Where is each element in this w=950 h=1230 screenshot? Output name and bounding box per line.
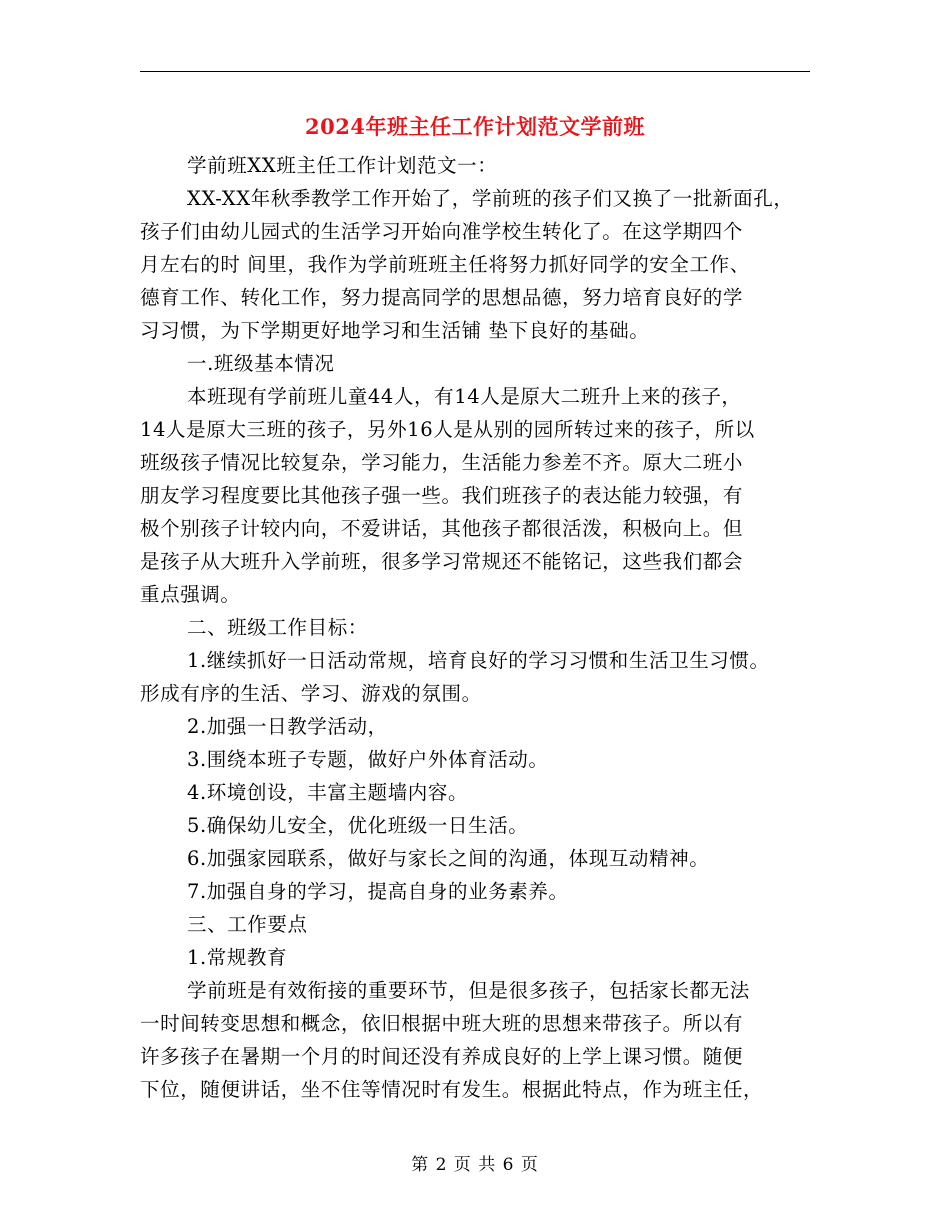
body-line: 朋友学习程度要比其他孩子强一些。我们班孩子的表达能力较强，有 [140,484,744,507]
list-item: 5.确保幼儿安全，优化班级一日生活。 [187,814,529,837]
body-line: 习习惯，为下学期更好地学习和生活铺 垫下良好的基础。 [140,319,650,342]
header-rule [140,71,810,72]
list-item: 3.围绕本班子专题，做好户外体育活动。 [187,748,549,771]
body-line: 一时间转变思想和概念，依旧根据中班大班的思想来带孩子。所以有 [140,1012,744,1035]
section-heading: 三、工作要点 [187,913,308,936]
body-line: XX-XX年秋季教学工作开始了，学前班的孩子们又换了一批新面孔， [187,187,794,210]
page-number: 第 2 页 共 6 页 [411,1155,539,1175]
section-heading: 二、班级工作目标： [187,616,368,639]
list-item: 6.加强家园联系，做好与家长之间的沟通，体现互动精神。 [187,847,710,870]
section-heading: 一.班级基本情况 [187,352,335,375]
body-line: 14人是原大三班的孩子，另外16人是从别的园所转过来的孩子，所以 [140,418,755,441]
body-line: 德育工作、转化工作，努力提高同学的思想品德，努力培育良好的学 [140,286,744,309]
body-line: 孩子们由幼儿园式的生活学习开始向准学校生转化了。在这学期四个 [140,220,744,243]
list-item: 1.继续抓好一日活动常规，培育良好的学习习惯和生活卫生习惯。 [187,649,770,672]
body-line: 重点强调。 [140,583,241,606]
subsection-heading: 1.常规教育 [187,946,288,969]
body-line: 本班现有学前班儿童44人，有14人是原大二班升上来的孩子， [187,385,742,408]
document-title: 2024年班主任工作计划范文学前班 [305,114,645,139]
list-item: 7.加强自身的学习，提高自身的业务素养。 [187,880,569,903]
body-line: 许多孩子在暑期一个月的时间还没有养成良好的上学上课习惯。随便 [140,1045,744,1068]
body-line: 学前班是有效衔接的重要环节，但是很多孩子，包括家长都无法 [187,979,750,1002]
body-line: 是孩子从大班升入学前班，很多学习常规还不能铭记，这些我们都会 [140,550,744,573]
body-line: 月左右的时 间里，我作为学前班班主任将努力抓好同学的安全工作、 [140,253,750,276]
body-line: 极个别孩子计较内向，不爱讲话，其他孩子都很活泼，积极向上。但 [140,517,744,540]
body-line: 形成有序的生活、学习、游戏的氛围。 [140,682,482,705]
list-item: 2.加强一日教学活动， [187,715,388,738]
body-line: 学前班XX班主任工作计划范文一： [187,154,498,177]
body-line: 下位，随便讲话，坐不住等情况时有发生。根据此特点，作为班主任， [140,1078,764,1101]
list-item: 4.环境创设，丰富主题墙内容。 [187,781,469,804]
body-line: 班级孩子情况比较复杂，学习能力，生活能力参差不齐。原大二班小 [140,451,744,474]
